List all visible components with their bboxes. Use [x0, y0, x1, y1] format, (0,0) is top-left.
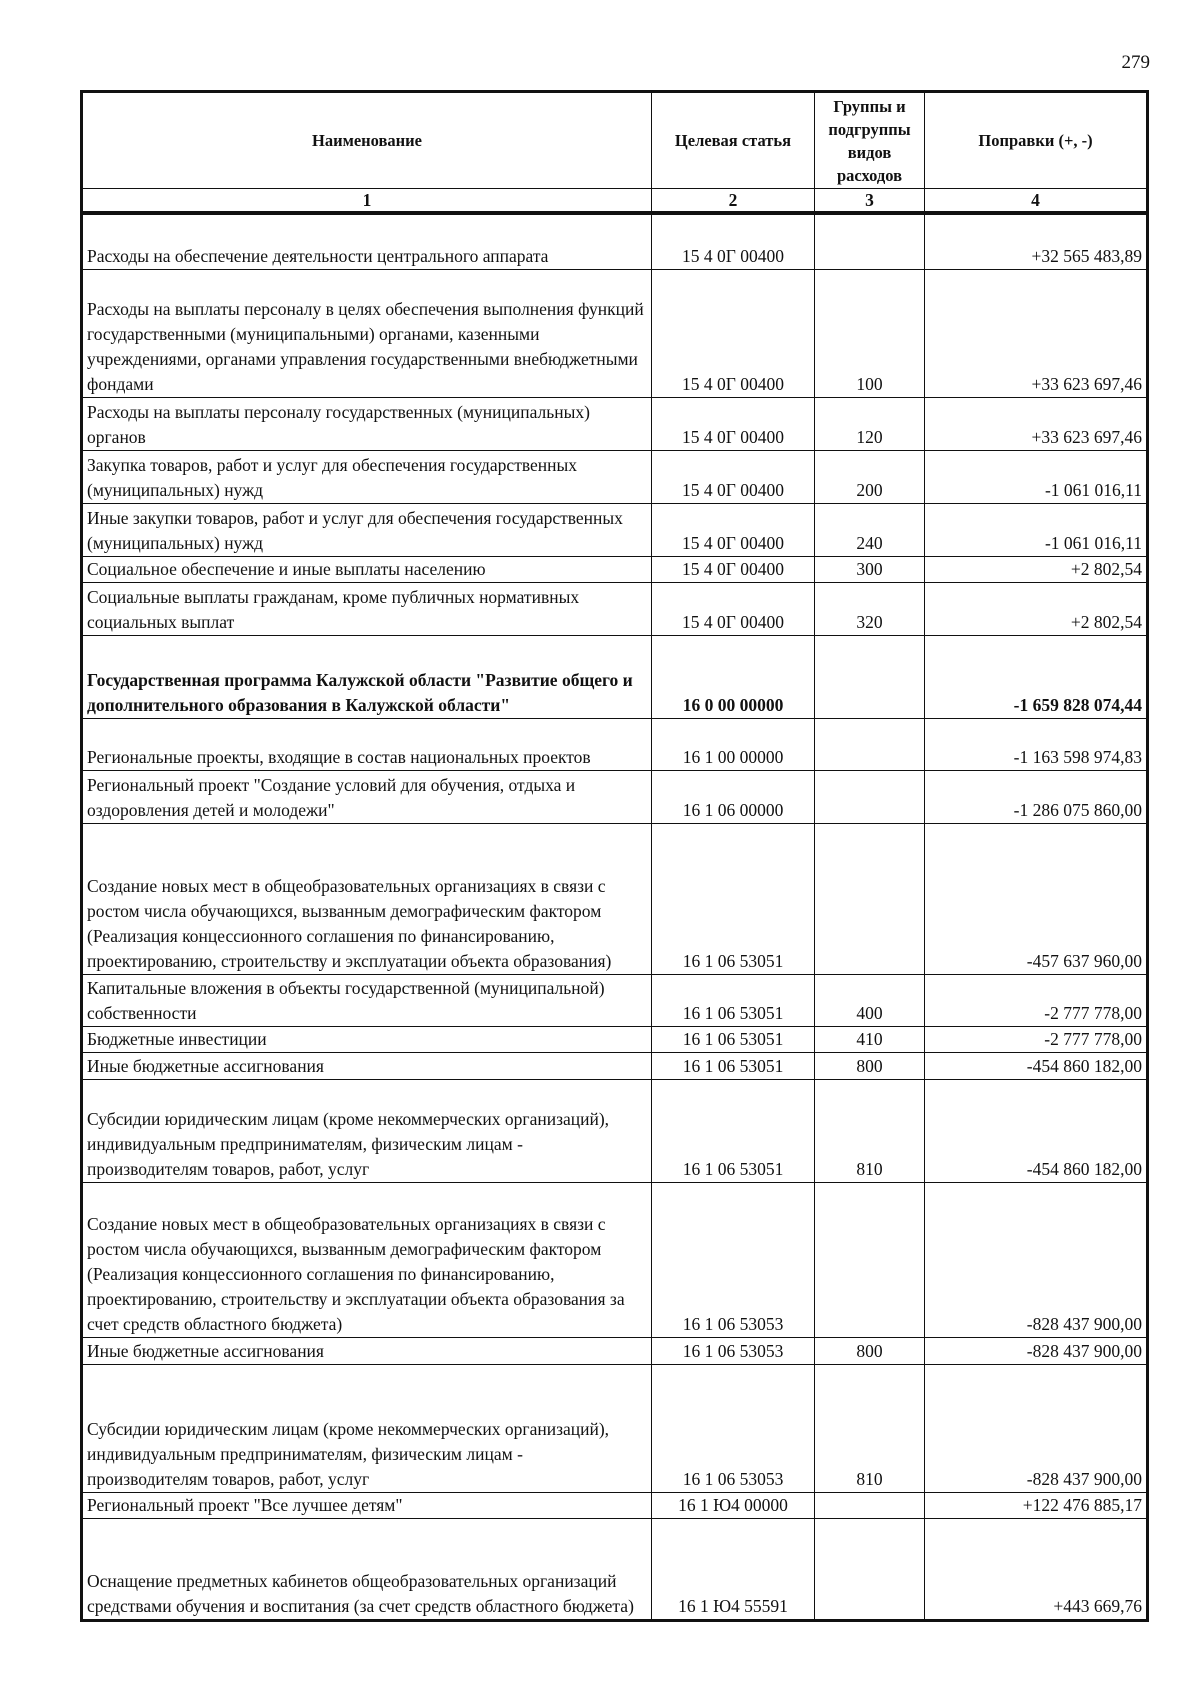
header-expense-groups: Группы и подгруппы видов расходов — [815, 92, 925, 189]
row-name-cell: Закупка товаров, работ и услуг для обеспечения государственных (муниципальных) нужд — [82, 450, 652, 503]
row-expense-group-cell — [815, 1182, 925, 1337]
row-name-cell: Создание новых мест в общеобразовательных организациях в связи с ростом числа обучающихся, вызванным демографическим фактором (Реализация концессионного соглашения по финансированию, проектированию, строительству и эксплуатации объекта образования за счет средств областного бюджета) — [82, 1182, 652, 1337]
row-expense-group-cell: 800 — [815, 1052, 925, 1079]
row-amendment-cell: -828 437 900,00 — [925, 1182, 1148, 1337]
row-target-article-cell: 15 4 0Г 00400 — [652, 213, 815, 269]
row-amendment-cell: -457 637 960,00 — [925, 823, 1148, 974]
row-amendment-cell: -2 777 778,00 — [925, 1026, 1148, 1052]
table-row — [82, 397, 1148, 450]
table-row — [82, 718, 1148, 770]
row-name-cell: Иные закупки товаров, работ и услуг для обеспечения государственных (муниципальных) нужд — [82, 503, 652, 556]
row-expense-group-cell: 810 — [815, 1079, 925, 1182]
table-row — [82, 1364, 1148, 1492]
column-number: 1 — [82, 189, 652, 214]
row-amendment-cell: +33 623 697,46 — [925, 269, 1148, 397]
row-target-article-cell: 16 1 Ю4 00000 — [652, 1492, 815, 1518]
row-name-cell: Региональные проекты, входящие в состав национальных проектов — [82, 718, 652, 770]
table-row — [82, 1052, 1148, 1079]
column-number-row — [82, 189, 1148, 214]
row-expense-group-cell — [815, 1518, 925, 1620]
row-expense-group-cell: 400 — [815, 974, 925, 1026]
row-expense-group-cell — [815, 770, 925, 823]
row-expense-group-cell: 200 — [815, 450, 925, 503]
row-target-article-cell: 16 1 06 53051 — [652, 1026, 815, 1052]
row-expense-group-cell — [815, 1492, 925, 1518]
row-target-article-cell: 16 1 06 53051 — [652, 1079, 815, 1182]
row-expense-group-cell — [815, 718, 925, 770]
row-target-article-cell: 16 1 06 53053 — [652, 1337, 815, 1364]
table-row — [82, 1337, 1148, 1364]
header-target-article: Целевая статья — [652, 92, 815, 189]
row-name-cell: Социальное обеспечение и иные выплаты населению — [82, 556, 652, 582]
row-target-article-cell: 16 1 Ю4 55591 — [652, 1518, 815, 1620]
row-name-cell: Создание новых мест в общеобразовательных организациях в связи с ростом числа обучающихся, вызванным демографическим фактором (Реализация концессионного соглашения по финансированию, проектированию, строительству и эксплуатации объекта образования) — [82, 823, 652, 974]
row-name-cell: Капитальные вложения в объекты государственной (муниципальной) собственности — [82, 974, 652, 1026]
column-number: 4 — [925, 189, 1148, 214]
row-target-article-cell: 15 4 0Г 00400 — [652, 397, 815, 450]
column-number: 3 — [815, 189, 925, 214]
row-name-cell: Субсидии юридическим лицам (кроме некоммерческих организаций), индивидуальным предпринимателям, физическим лицам - производителям товаров, работ, услуг — [82, 1079, 652, 1182]
row-name-cell: Иные бюджетные ассигнования — [82, 1337, 652, 1364]
row-expense-group-cell: 100 — [815, 269, 925, 397]
row-name-cell: Региональный проект "Создание условий для обучения, отдыха и оздоровления детей и молодежи" — [82, 770, 652, 823]
row-name-cell: Социальные выплаты гражданам, кроме публичных нормативных социальных выплат — [82, 582, 652, 635]
row-expense-group-cell — [815, 823, 925, 974]
table-row — [82, 582, 1148, 635]
row-amendment-cell: -828 437 900,00 — [925, 1364, 1148, 1492]
table-row — [82, 503, 1148, 556]
row-target-article-cell: 16 1 06 53051 — [652, 823, 815, 974]
row-amendment-cell: -1 061 016,11 — [925, 503, 1148, 556]
table-row — [82, 823, 1148, 974]
row-target-article-cell: 15 4 0Г 00400 — [652, 269, 815, 397]
row-amendment-cell: +2 802,54 — [925, 556, 1148, 582]
table-row — [82, 556, 1148, 582]
row-expense-group-cell: 800 — [815, 1337, 925, 1364]
table-row — [82, 1518, 1148, 1620]
page-number: 279 — [1121, 52, 1150, 73]
table-row — [82, 635, 1148, 718]
row-target-article-cell: 16 1 06 53053 — [652, 1364, 815, 1492]
row-amendment-cell: -454 860 182,00 — [925, 1052, 1148, 1079]
row-target-article-cell: 15 4 0Г 00400 — [652, 582, 815, 635]
row-amendment-cell: +122 476 885,17 — [925, 1492, 1148, 1518]
row-amendment-cell: +2 802,54 — [925, 582, 1148, 635]
row-name-cell: Расходы на выплаты персоналу в целях обеспечения выполнения функций государственными (муниципальными) органами, казенными учреждениями, органами управления государственными внебюджетными фондами — [82, 269, 652, 397]
table-row — [82, 1182, 1148, 1337]
row-amendment-cell: -2 777 778,00 — [925, 974, 1148, 1026]
table-row — [82, 1026, 1148, 1052]
row-expense-group-cell — [815, 213, 925, 269]
row-target-article-cell: 15 4 0Г 00400 — [652, 450, 815, 503]
row-amendment-cell: -1 659 828 074,44 — [925, 635, 1148, 718]
row-amendment-cell: +32 565 483,89 — [925, 213, 1148, 269]
row-amendment-cell: -828 437 900,00 — [925, 1337, 1148, 1364]
row-target-article-cell: 16 0 00 00000 — [652, 635, 815, 718]
row-expense-group-cell: 300 — [815, 556, 925, 582]
row-target-article-cell: 16 1 06 53053 — [652, 1182, 815, 1337]
row-amendment-cell: -1 061 016,11 — [925, 450, 1148, 503]
row-target-article-cell: 16 1 00 00000 — [652, 718, 815, 770]
row-expense-group-cell: 410 — [815, 1026, 925, 1052]
row-name-cell: Иные бюджетные ассигнования — [82, 1052, 652, 1079]
row-target-article-cell: 16 1 06 53051 — [652, 974, 815, 1026]
row-target-article-cell: 16 1 06 00000 — [652, 770, 815, 823]
header-amendments: Поправки (+, -) — [925, 92, 1148, 189]
row-name-cell: Государственная программа Калужской области "Развитие общего и дополнительного образования в Калужской области" — [82, 635, 652, 718]
row-amendment-cell: -454 860 182,00 — [925, 1079, 1148, 1182]
row-amendment-cell: +33 623 697,46 — [925, 397, 1148, 450]
row-amendment-cell: -1 286 075 860,00 — [925, 770, 1148, 823]
row-expense-group-cell: 810 — [815, 1364, 925, 1492]
column-number: 2 — [652, 189, 815, 214]
row-target-article-cell: 15 4 0Г 00400 — [652, 503, 815, 556]
table-row — [82, 974, 1148, 1026]
row-name-cell: Расходы на обеспечение деятельности центрального аппарата — [82, 213, 652, 269]
row-expense-group-cell — [815, 635, 925, 718]
row-target-article-cell: 16 1 06 53051 — [652, 1052, 815, 1079]
table-row — [82, 1079, 1148, 1182]
table-body — [82, 213, 1148, 1620]
row-expense-group-cell: 120 — [815, 397, 925, 450]
row-name-cell: Расходы на выплаты персоналу государственных (муниципальных) органов — [82, 397, 652, 450]
table-row — [82, 450, 1148, 503]
row-expense-group-cell: 320 — [815, 582, 925, 635]
row-name-cell: Региональный проект "Все лучшее детям" — [82, 1492, 652, 1518]
header-name: Наименование — [82, 92, 652, 189]
table-row — [82, 269, 1148, 397]
row-name-cell: Субсидии юридическим лицам (кроме некоммерческих организаций), индивидуальным предпринимателям, физическим лицам - производителям товаров, работ, услуг — [82, 1364, 652, 1492]
table-row — [82, 770, 1148, 823]
row-name-cell: Оснащение предметных кабинетов общеобразовательных организаций средствами обучения и воспитания (за счет средств областного бюджета) — [82, 1518, 652, 1620]
table-header-row — [82, 92, 1148, 189]
row-expense-group-cell: 240 — [815, 503, 925, 556]
table-row — [82, 1492, 1148, 1518]
table-row — [82, 213, 1148, 269]
budget-amendments-table — [80, 90, 1149, 1622]
row-amendment-cell: +443 669,76 — [925, 1518, 1148, 1620]
row-target-article-cell: 15 4 0Г 00400 — [652, 556, 815, 582]
row-amendment-cell: -1 163 598 974,83 — [925, 718, 1148, 770]
row-name-cell: Бюджетные инвестиции — [82, 1026, 652, 1052]
